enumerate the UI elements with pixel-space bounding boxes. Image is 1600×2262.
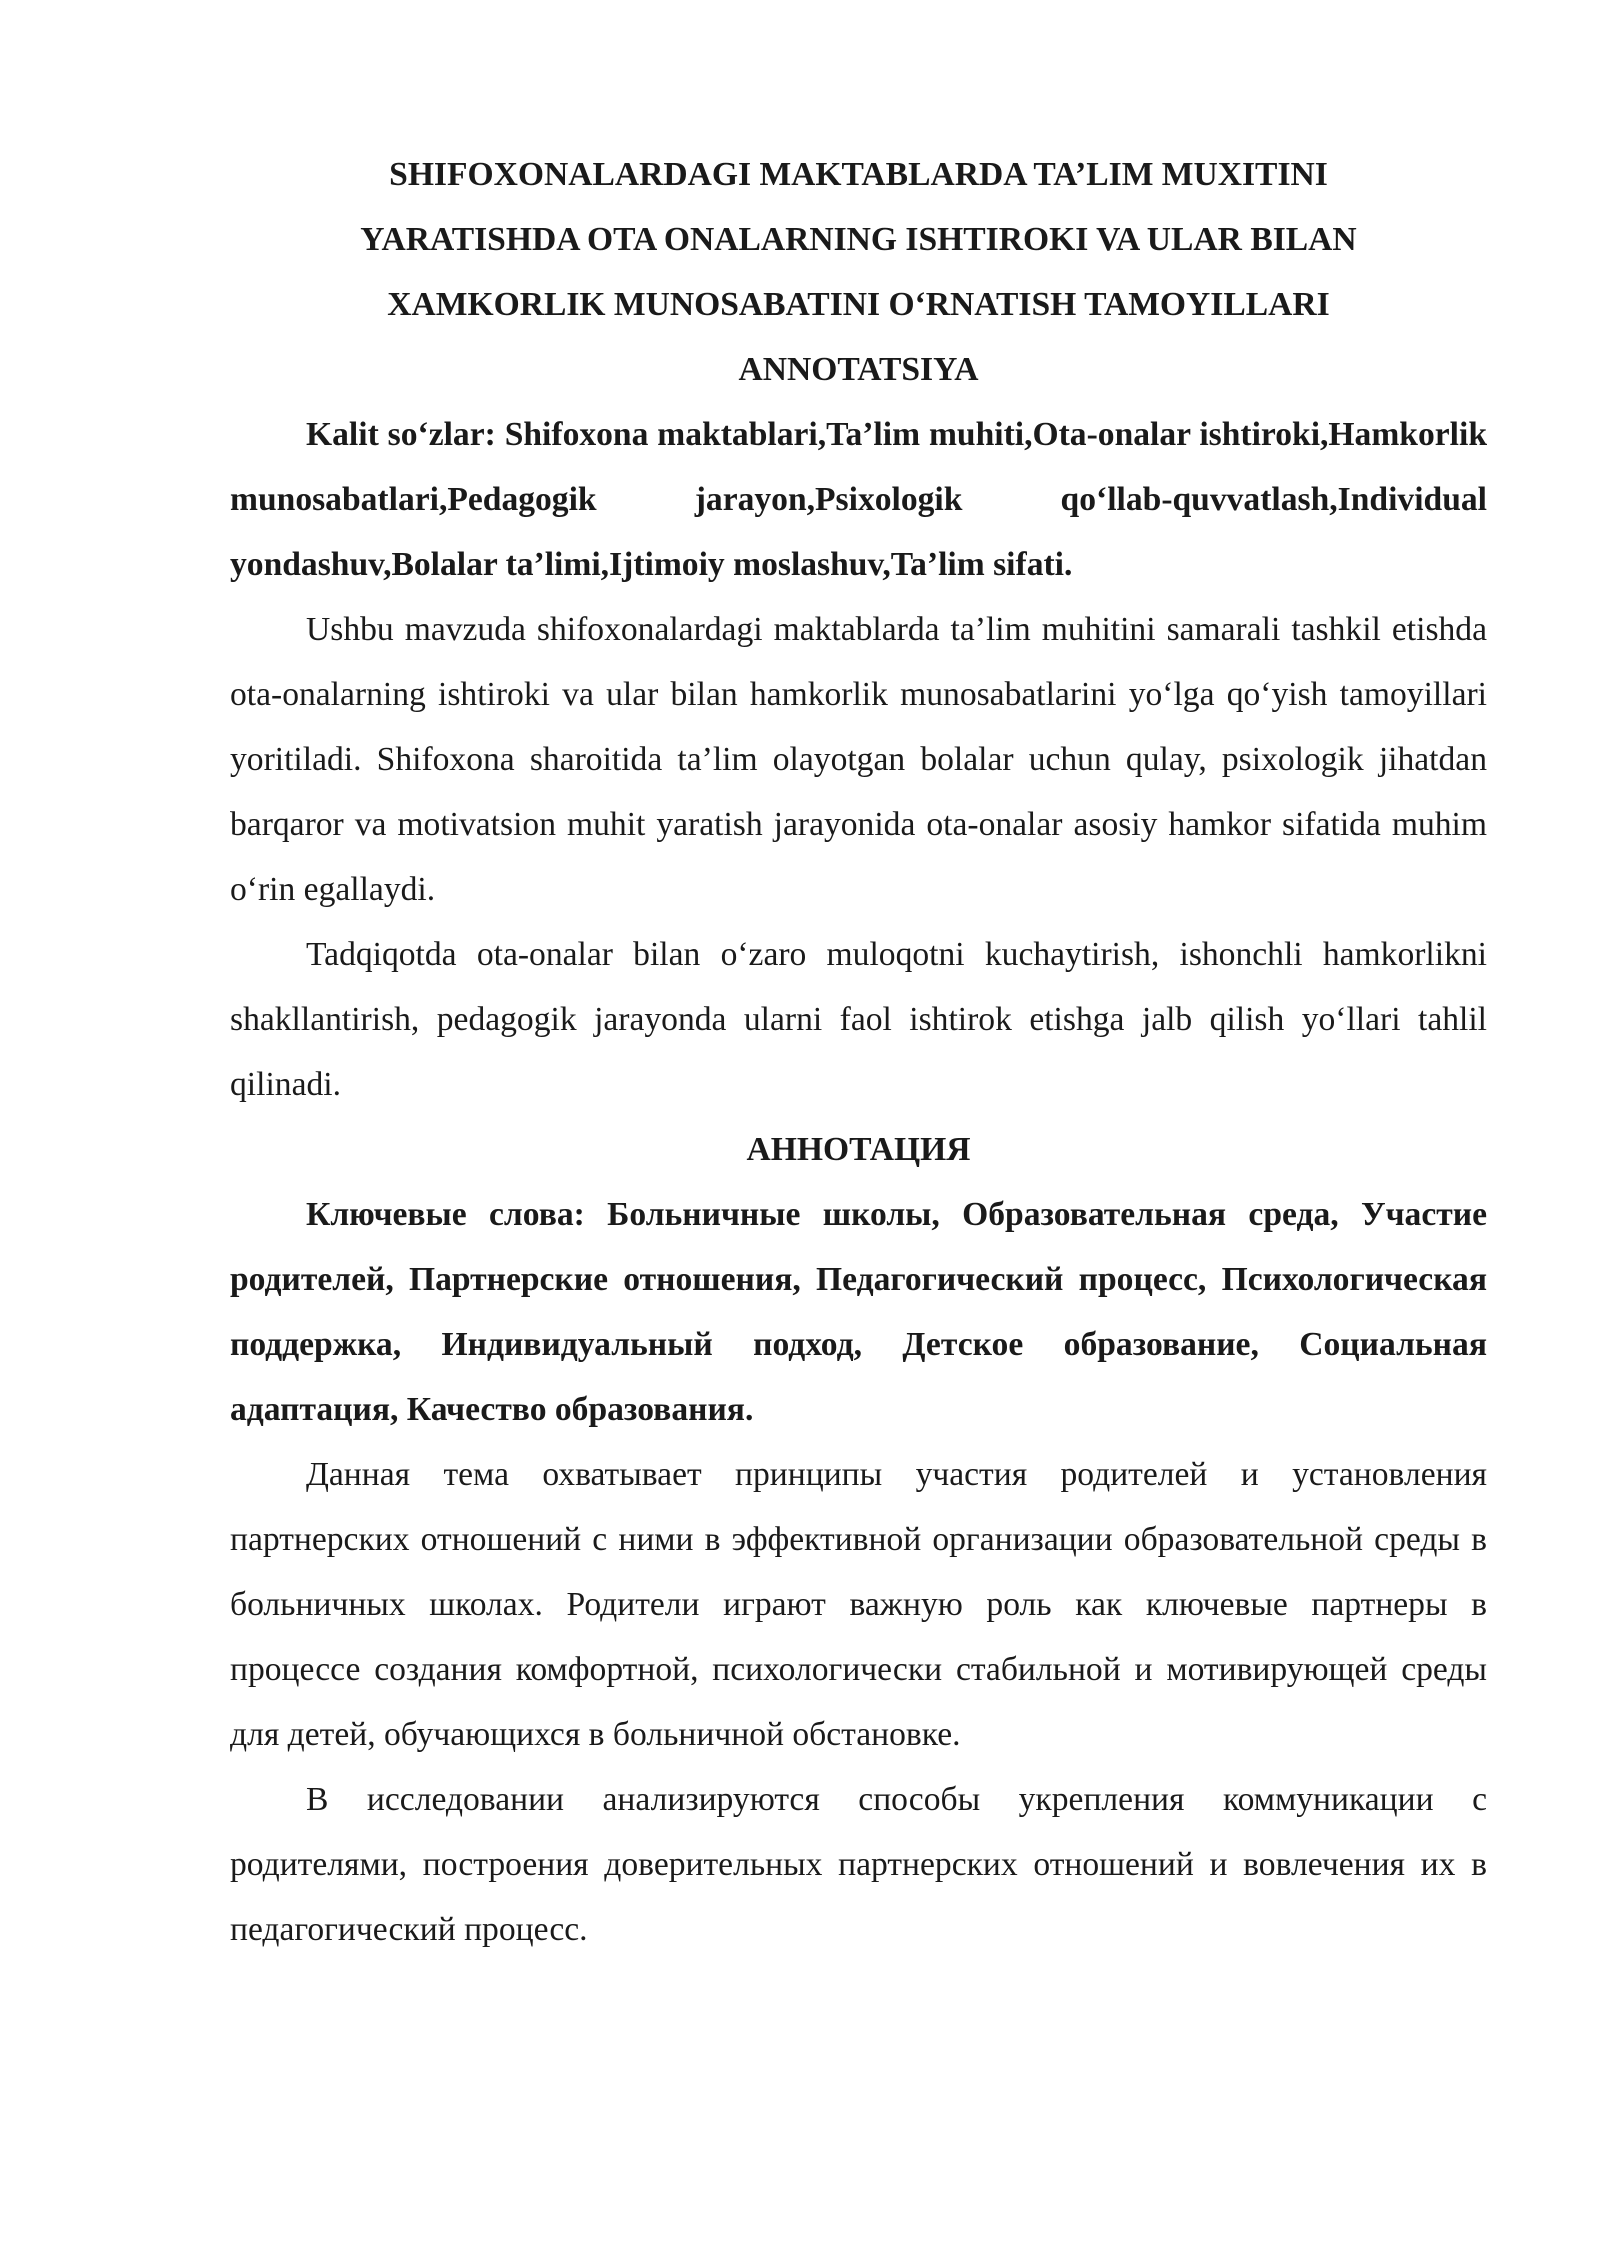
document-page (230, 142, 1487, 1962)
abstract-paragraph-uz-1: Ushbu mavzuda shifoxonalardagi maktablarda ta’lim muhitini samarali tashkil etishda ota-onalarning ishtiroki va ular bilan hamkorlik munosabatlarini yo‘lga qo‘yish tamoyillari yoritiladi. Shifoxona sharoitida ta’lim olayotgan bolalar uchun qulay, psixologik jihatdan barqaror va motivatsion muhit yaratish jarayonida ota-onalar asosiy hamkor sifatida muhim o‘rin egallaydi. (230, 611, 1487, 908)
keywords-uz: Kalit so‘zlar: Shifoxona maktablari,Ta’lim muhiti,Ota-onalar ishtiroki,Hamkorlik munosabatlari,Pedagogik jarayon,Psixologik qo‘llab-quvvatlash,Individual yondashuv,Bolalar ta’limi,Ijtimoiy moslashuv,Ta’lim sifati. (230, 416, 1487, 583)
annotation-heading-ru: АННОТАЦИЯ (746, 1131, 971, 1168)
article-title: SHIFOXONALARDAGI MAKTABLARDA TA’LIM MUXITINI YARATISHDA OTA ONALARNING ISHTIROKI VA ULAR BILAN XAMKORLIK MUNOSABATINI O‘RNATISH TAMOYILLARI (360, 156, 1357, 323)
annotation-heading-uz: ANNOTATSIYA (738, 351, 979, 388)
abstract-paragraph-ru-1: Данная тема охватывает принципы участия родителей и установления партнерских отношений с ними в эффективной организации образовательной среды в больничных школах. Родители играют важную роль как ключевые партнеры в процессе создания комфортной, психологически стабильной и мотивирующей среды для детей, обучающихся в больничной обстановке. (230, 1456, 1487, 1753)
keywords-ru: Ключевые слова: Больничные школы, Образовательная среда, Участие родителей, Партнерские отношения, Педагогический процесс, Психологическая поддержка, Индивидуальный подход, Детское образование, Социальная адаптация, Качество образования. (230, 1196, 1487, 1428)
abstract-paragraph-ru-2: В исследовании анализируются способы укрепления коммуникации с родителями, построения доверительных партнерских отношений и вовлечения их в педагогический процесс. (230, 1781, 1487, 1948)
abstract-paragraph-uz-2: Tadqiqotda ota-onalar bilan o‘zaro muloqotni kuchaytirish, ishonchli hamkorlikni shakllantirish, pedagogik jarayonda ularni faol ishtirok etishga jalb qilish yo‘llari tahlil qilinadi. (230, 936, 1487, 1103)
